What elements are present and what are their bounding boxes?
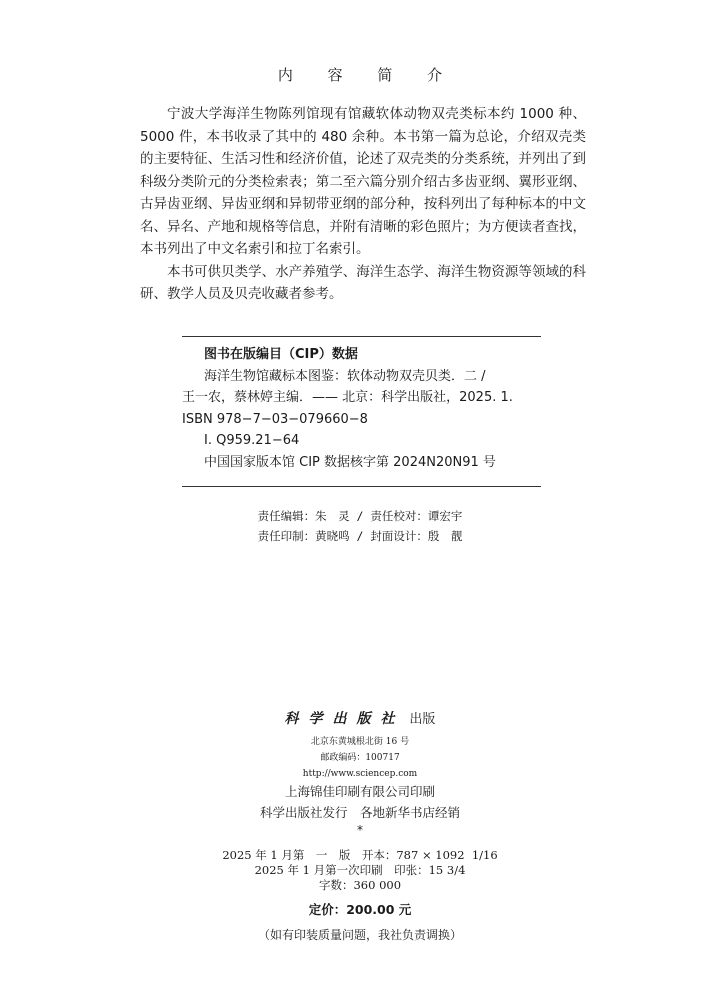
- credits-line-production: 责任印制：黄晓鸣 / 封面设计：殷 靓: [257, 529, 463, 543]
- edition-row-first-edition: 2025 年 1 月第 一 版 开本：787 × 1092 1/16: [222, 848, 498, 862]
- cip-line-authors: 王一农，蔡林婷主编．—— 北京：科学出版社，2025. 1.: [182, 390, 513, 405]
- price-label: 定价：200.00 元: [308, 902, 412, 917]
- cip-heading: 图书在版编目（CIP）数据: [204, 347, 358, 362]
- cip-line-title: 海洋生物馆藏标本图鉴：软体动物双壳贝类．二 /: [204, 368, 486, 384]
- cip-line-record-number: 中国国家版本馆 CIP 数据核字第 2024N20N91 号: [204, 454, 496, 470]
- edition-row-word-count: 字数：360 000: [318, 878, 402, 892]
- distribution-line: 科学出版社发行 各地新华书店经销: [259, 805, 460, 820]
- summary-body: [140, 103, 586, 306]
- cip-block: [182, 344, 541, 473]
- edition-row-first-printing: 2025 年 1 月第一次印刷 印张：15 3/4: [254, 863, 466, 877]
- cip-top-rule: [182, 336, 541, 337]
- credits-block: [0, 506, 720, 546]
- summary-title: 内 容 简 介: [277, 66, 458, 84]
- cip-line-isbn: ISBN 978−7−03−079660−8: [182, 411, 368, 427]
- summary-paragraph-2: 本书可供贝类学、水产养殖学、海洋生态学、海洋生物资源等领域的科研、教学人员及贝壳收藏者参考。: [140, 263, 586, 302]
- printer-name: 上海锦佳印刷有限公司印刷: [284, 784, 435, 799]
- edition-block: [0, 848, 720, 893]
- publisher-name: [0, 708, 720, 728]
- publisher-website: http://www.sciencep.com: [302, 769, 418, 779]
- printing-block: [0, 781, 720, 823]
- publisher-address: 北京东黄城根北街 16 号: [310, 737, 410, 747]
- publisher-postcode: 邮政编码：100717: [320, 753, 400, 763]
- summary-paragraph-1: 宁波大学海洋生物陈列馆现有馆藏软体动物双壳类标本约 1000 种、5000 件，本书收录了其中的 480 余种。本书第一篇为总论，介绍双壳类的主要特征、生活习性和经济价值，论述了双壳类的分类系统，并列出了到科级分类阶元的分类检索表；第二至六篇分别介绍古多齿亚纲、翼形亚纲、古异齿亚纲、异齿亚纲和异韧带亚纲的部分种，按科列出了每种标本的中文名、异名、产地和规格等信息，并附有清晰的彩色照片；为方便读者查找，本书列出了中文名索引和拉丁名索引。: [140, 106, 586, 257]
- cip-line-classification: Ⅰ. Q959.21−64: [204, 433, 300, 448]
- quality-notice: （如有印装质量问题，我社负责调换）: [257, 928, 462, 942]
- credits-line-editors: 责任编辑：朱 灵 / 责任校对：谭宏宇: [257, 509, 463, 523]
- publisher-contact: [0, 734, 720, 782]
- cip-bottom-rule: [182, 486, 541, 487]
- publisher-logotype: 科学出版社: [284, 711, 405, 727]
- separator-asterisk: *: [357, 823, 363, 837]
- publisher-suffix: 出版: [409, 712, 436, 727]
